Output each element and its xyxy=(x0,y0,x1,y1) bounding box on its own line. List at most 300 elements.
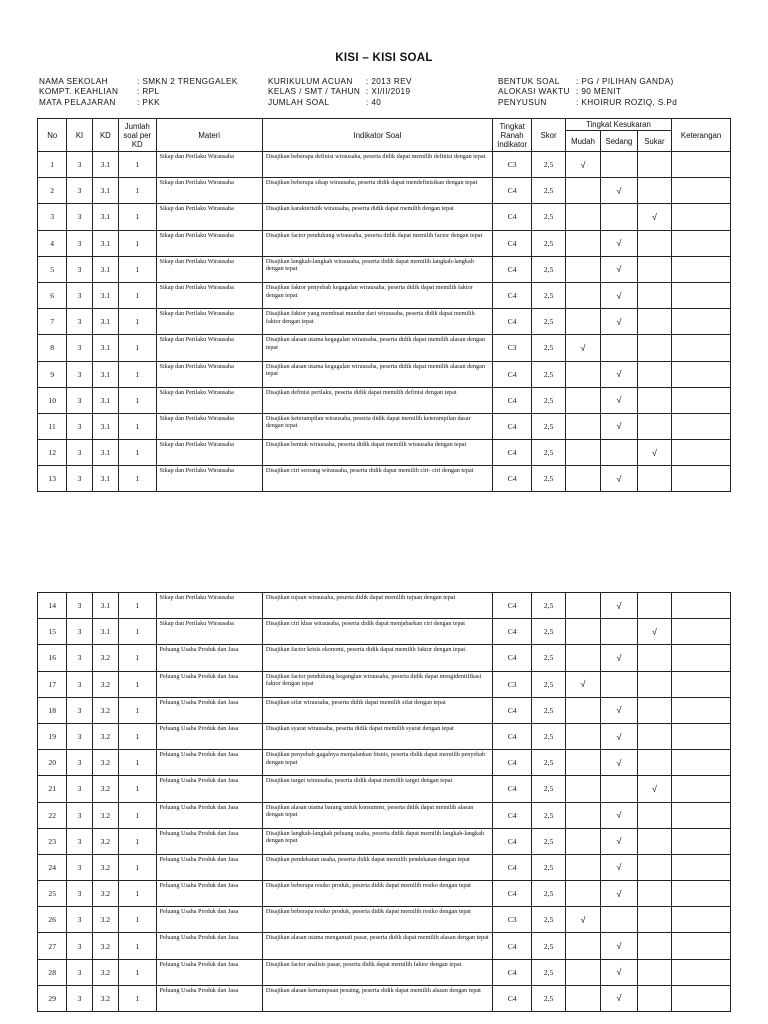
cell-no: 25 xyxy=(38,881,67,907)
cell-keterangan xyxy=(672,854,731,880)
kisi-table-2 xyxy=(37,592,731,1012)
cell-sukar xyxy=(637,152,671,178)
cell-kd: 3.1 xyxy=(92,256,118,282)
cell-skor: 2,5 xyxy=(532,959,565,985)
cell-ranah: C4 xyxy=(492,204,532,230)
cell-sukar xyxy=(637,178,671,204)
cell-indikator: Disajikan beberapa resiko produk, peserta didik dapat memilih resiko dengan tepat xyxy=(262,907,492,933)
cell-skor: 2,5 xyxy=(532,750,565,776)
table-row xyxy=(38,907,731,933)
meta-row xyxy=(268,87,412,97)
cell-ranah: C4 xyxy=(492,802,532,828)
cell-kd: 3.2 xyxy=(92,933,118,959)
meta-value: : SMKN 2 TRENGGALEK xyxy=(137,77,238,86)
cell-jumlah: 1 xyxy=(119,802,156,828)
cell-skor: 2,5 xyxy=(532,619,565,645)
check-mark-icon: √ xyxy=(616,705,622,716)
cell-indikator: Disajikan syarat wirausaha, peserta didik dapat memilih syarat dengan tepat xyxy=(262,723,492,749)
table-row xyxy=(38,854,731,880)
cell-sedang xyxy=(601,645,637,671)
cell-skor: 2,5 xyxy=(532,723,565,749)
cell-sedang xyxy=(601,802,637,828)
cell-skor: 2,5 xyxy=(532,309,565,335)
meta-row xyxy=(498,98,677,108)
cell-jumlah: 1 xyxy=(119,230,156,256)
meta-label: KOMPT. KEAHLIAN xyxy=(39,87,119,97)
cell-ki: 3 xyxy=(67,152,92,178)
cell-kd: 3.2 xyxy=(92,828,118,854)
meta-value: : 90 MENIT xyxy=(576,87,622,97)
cell-ki: 3 xyxy=(67,387,92,413)
cell-kd: 3.2 xyxy=(92,881,118,907)
cell-sedang xyxy=(601,619,637,645)
cell-sukar xyxy=(637,671,671,697)
cell-sukar xyxy=(637,697,671,723)
cell-materi: Sikap dan Perilaku Wirausaha xyxy=(156,361,262,387)
cell-mudah xyxy=(565,907,600,933)
cell-jumlah: 1 xyxy=(119,619,156,645)
cell-materi: Peluang Usaha Produk dan Jasa xyxy=(156,776,262,802)
check-mark-icon: √ xyxy=(616,316,622,327)
cell-indikator: Disajikan faktor penyebab kegagalan wirausaha, peserta didik dapat memilih faktor dengan tepat xyxy=(262,282,492,308)
cell-no: 2 xyxy=(38,178,67,204)
table-row xyxy=(38,335,731,361)
check-mark-icon: √ xyxy=(616,290,622,301)
cell-sedang xyxy=(601,985,637,1011)
header-keterangan: Keterangan xyxy=(672,119,731,152)
cell-jumlah: 1 xyxy=(119,256,156,282)
cell-keterangan xyxy=(672,985,731,1011)
cell-kd: 3.1 xyxy=(92,361,118,387)
check-mark-icon: √ xyxy=(616,421,622,432)
cell-indikator: Disajikan penyebab gagalnya menjalankan bisnis, peserta didik dapat memilih penyebab dengan tepat xyxy=(262,750,492,776)
table-row xyxy=(38,671,731,697)
cell-indikator: Disajikan ciri khas wirausaha, peserta didik dapat menjabarkan ciri dengan tepat xyxy=(262,619,492,645)
meta-value: : PKK xyxy=(137,97,160,107)
header-skor: Skor xyxy=(532,119,565,152)
cell-sukar xyxy=(637,309,671,335)
cell-skor: 2,5 xyxy=(532,881,565,907)
meta-label: KELAS / SMT / TAHUN xyxy=(268,87,361,97)
cell-materi: Sikap dan Perilaku Wirausaha xyxy=(156,282,262,308)
cell-mudah xyxy=(565,282,600,308)
cell-kd: 3.2 xyxy=(92,697,118,723)
cell-materi: Peluang Usaha Produk dan Jasa xyxy=(156,881,262,907)
meta-label: MATA PELAJARAN xyxy=(39,97,116,107)
cell-skor: 2,5 xyxy=(532,776,565,802)
cell-jumlah: 1 xyxy=(119,440,156,466)
cell-sedang xyxy=(601,466,637,492)
table-row xyxy=(38,802,731,828)
cell-indikator: Disajikan alasan utama kegagalan wirausaha, peserta didik dapat memilih alasan dengan tepat xyxy=(262,335,492,361)
cell-mudah xyxy=(565,152,600,178)
check-mark-icon: √ xyxy=(616,369,622,380)
cell-indikator: Disajikan langkah-langkah wirausaha, peserta didik dapat memilih langkah-langkah dengan tepat xyxy=(262,256,492,282)
meta-row xyxy=(39,87,238,97)
header-no: No xyxy=(38,119,67,152)
cell-no: 7 xyxy=(38,309,67,335)
cell-sukar xyxy=(637,440,671,466)
cell-ranah: C4 xyxy=(492,750,532,776)
cell-no: 20 xyxy=(38,750,67,776)
table-row xyxy=(38,593,731,619)
cell-keterangan xyxy=(672,256,731,282)
cell-indikator: Disajikan bentuk wirausaha, peserta didik dapat memilih wirausaha dengan tepat xyxy=(262,440,492,466)
cell-mudah xyxy=(565,593,600,619)
cell-no: 5 xyxy=(38,256,67,282)
table-row xyxy=(38,361,731,387)
cell-kd: 3.2 xyxy=(92,959,118,985)
cell-mudah xyxy=(565,178,600,204)
cell-ranah: C4 xyxy=(492,593,532,619)
check-mark-icon: √ xyxy=(616,862,622,873)
header-jumlah: Jumlah soal per KD xyxy=(119,119,156,152)
check-mark-icon: √ xyxy=(651,447,657,458)
cell-sedang xyxy=(601,152,637,178)
check-mark-icon: √ xyxy=(616,731,622,742)
cell-kd: 3.1 xyxy=(92,619,118,645)
cell-jumlah: 1 xyxy=(119,671,156,697)
cell-ki: 3 xyxy=(67,230,92,256)
cell-no: 22 xyxy=(38,802,67,828)
check-mark-icon: √ xyxy=(616,185,622,196)
cell-jumlah: 1 xyxy=(119,723,156,749)
cell-ranah: C3 xyxy=(492,152,532,178)
cell-sukar xyxy=(637,750,671,776)
cell-sedang xyxy=(601,593,637,619)
cell-keterangan xyxy=(672,413,731,439)
cell-mudah xyxy=(565,723,600,749)
cell-mudah xyxy=(565,361,600,387)
cell-keterangan xyxy=(672,309,731,335)
check-mark-icon: √ xyxy=(580,914,586,925)
cell-jumlah: 1 xyxy=(119,309,156,335)
cell-ranah: C4 xyxy=(492,230,532,256)
cell-ranah: C4 xyxy=(492,466,532,492)
cell-ki: 3 xyxy=(67,361,92,387)
cell-ranah: C4 xyxy=(492,828,532,854)
cell-indikator: Disajikan beberapa definisi wirausaha, peserta didik dapat memilih definisi dengan tepat xyxy=(262,152,492,178)
meta-right xyxy=(498,77,677,108)
cell-ki: 3 xyxy=(67,204,92,230)
meta-value: : 40 xyxy=(366,97,382,107)
cell-materi: Sikap dan Perilaku Wirausaha xyxy=(156,152,262,178)
cell-keterangan xyxy=(672,933,731,959)
check-mark-icon: √ xyxy=(616,941,622,952)
table-row xyxy=(38,750,731,776)
cell-materi: Sikap dan Perilaku Wirausaha xyxy=(156,178,262,204)
cell-indikator: Disajikan beberapa resiko produk, peserta didik dapat memilih resiko dengan tepat xyxy=(262,881,492,907)
cell-indikator: Disajikan keterampilan wirausaha, peserta didik dapat memilih keterampilan dasar dengan tepat xyxy=(262,413,492,439)
table-row xyxy=(38,152,731,178)
cell-keterangan xyxy=(672,750,731,776)
cell-materi: Sikap dan Perilaku Wirausaha xyxy=(156,256,262,282)
cell-sedang xyxy=(601,361,637,387)
cell-sukar xyxy=(637,204,671,230)
cell-keterangan xyxy=(672,230,731,256)
header-materi: Materi xyxy=(156,119,262,152)
cell-sedang xyxy=(601,671,637,697)
table-row xyxy=(38,959,731,985)
cell-indikator: Disajikan sifat wirausaha, peserta didik dapat memilih sifat dengan tepat xyxy=(262,697,492,723)
meta-row xyxy=(39,98,238,108)
cell-sedang xyxy=(601,959,637,985)
cell-kd: 3.2 xyxy=(92,907,118,933)
cell-keterangan xyxy=(672,335,731,361)
table-row xyxy=(38,828,731,854)
cell-kd: 3.1 xyxy=(92,309,118,335)
cell-ranah: C4 xyxy=(492,776,532,802)
meta-label: JUMLAH SOAL xyxy=(268,97,330,107)
table-row xyxy=(38,619,731,645)
cell-keterangan xyxy=(672,828,731,854)
cell-kd: 3.1 xyxy=(92,230,118,256)
cell-ki: 3 xyxy=(67,413,92,439)
cell-materi: Peluang Usaha Produk dan Jasa xyxy=(156,907,262,933)
cell-mudah xyxy=(565,619,600,645)
cell-jumlah: 1 xyxy=(119,933,156,959)
cell-keterangan xyxy=(672,645,731,671)
cell-kd: 3.1 xyxy=(92,440,118,466)
cell-ki: 3 xyxy=(67,776,92,802)
cell-indikator: Disajikan factor pendukung keganglan wirausaha, peserta didik dapat mengidentifikasi faktor dengan tepat xyxy=(262,671,492,697)
cell-materi: Sikap dan Perilaku Wirausaha xyxy=(156,309,262,335)
header-sedang: Sedang xyxy=(601,131,637,152)
cell-sukar xyxy=(637,828,671,854)
cell-materi: Sikap dan Perilaku Wirausaha xyxy=(156,387,262,413)
cell-jumlah: 1 xyxy=(119,335,156,361)
cell-skor: 2,5 xyxy=(532,593,565,619)
cell-ranah: C4 xyxy=(492,985,532,1011)
cell-skor: 2,5 xyxy=(532,204,565,230)
header-sukar: Sukar xyxy=(637,131,671,152)
cell-sukar xyxy=(637,881,671,907)
check-mark-icon: √ xyxy=(616,967,622,978)
cell-ranah: C4 xyxy=(492,697,532,723)
meta-value: : XI/II/2019 xyxy=(366,87,411,97)
cell-materi: Peluang Usaha Produk dan Jasa xyxy=(156,750,262,776)
cell-ranah: C3 xyxy=(492,907,532,933)
cell-ranah: C4 xyxy=(492,178,532,204)
cell-ki: 3 xyxy=(67,466,92,492)
check-mark-icon: √ xyxy=(616,993,622,1004)
cell-no: 6 xyxy=(38,282,67,308)
cell-skor: 2,5 xyxy=(532,387,565,413)
cell-indikator: Disajikan alasan kemampuan pesaing, peserta didik dapat memilih alasan dengan tepat xyxy=(262,985,492,1011)
kisi-table-1 xyxy=(37,118,731,492)
meta-row xyxy=(39,77,238,87)
cell-sedang xyxy=(601,907,637,933)
cell-materi: Sikap dan Perilaku Wirausaha xyxy=(156,413,262,439)
table-row xyxy=(38,881,731,907)
cell-indikator: Disajikan karakteristik wirausaha, peserta didik dapat memilih dengan tepat xyxy=(262,204,492,230)
cell-ki: 3 xyxy=(67,593,92,619)
cell-jumlah: 1 xyxy=(119,466,156,492)
cell-jumlah: 1 xyxy=(119,828,156,854)
table-row xyxy=(38,440,731,466)
cell-sedang xyxy=(601,440,637,466)
cell-kd: 3.1 xyxy=(92,335,118,361)
cell-kd: 3.2 xyxy=(92,802,118,828)
cell-ki: 3 xyxy=(67,933,92,959)
check-mark-icon: √ xyxy=(616,600,622,611)
cell-ranah: C4 xyxy=(492,387,532,413)
cell-mudah xyxy=(565,671,600,697)
check-mark-icon: √ xyxy=(616,395,622,406)
check-mark-icon: √ xyxy=(651,211,657,222)
cell-sukar xyxy=(637,854,671,880)
cell-indikator: Disajikan definisi perilaku, peserta didik dapat memilih definisi dengan tepat xyxy=(262,387,492,413)
cell-ki: 3 xyxy=(67,828,92,854)
cell-kd: 3.2 xyxy=(92,671,118,697)
cell-kd: 3.2 xyxy=(92,723,118,749)
cell-jumlah: 1 xyxy=(119,387,156,413)
cell-mudah xyxy=(565,466,600,492)
cell-no: 14 xyxy=(38,593,67,619)
cell-ranah: C4 xyxy=(492,282,532,308)
cell-keterangan xyxy=(672,204,731,230)
cell-keterangan xyxy=(672,593,731,619)
cell-jumlah: 1 xyxy=(119,907,156,933)
cell-materi: Peluang Usaha Produk dan Jasa xyxy=(156,933,262,959)
table-row xyxy=(38,204,731,230)
cell-keterangan xyxy=(672,907,731,933)
cell-indikator: Disajikan alasan utama mengamati pasar, peserta didik dapat memilih alasan dengan tepat xyxy=(262,933,492,959)
cell-no: 18 xyxy=(38,697,67,723)
cell-ranah: C4 xyxy=(492,881,532,907)
cell-skor: 2,5 xyxy=(532,907,565,933)
cell-mudah xyxy=(565,881,600,907)
cell-mudah xyxy=(565,387,600,413)
cell-keterangan xyxy=(672,361,731,387)
table-row xyxy=(38,466,731,492)
cell-skor: 2,5 xyxy=(532,282,565,308)
cell-ranah: C3 xyxy=(492,671,532,697)
cell-indikator: Disajikan faktor yang membuat mundur dari wirausaha, peserta didik dapat memilih faktor dengan tepat xyxy=(262,309,492,335)
cell-ki: 3 xyxy=(67,723,92,749)
cell-kd: 3.1 xyxy=(92,282,118,308)
cell-no: 21 xyxy=(38,776,67,802)
cell-ki: 3 xyxy=(67,802,92,828)
cell-mudah xyxy=(565,750,600,776)
cell-mudah xyxy=(565,697,600,723)
cell-jumlah: 1 xyxy=(119,361,156,387)
cell-skor: 2,5 xyxy=(532,413,565,439)
cell-jumlah: 1 xyxy=(119,776,156,802)
cell-ki: 3 xyxy=(67,178,92,204)
cell-jumlah: 1 xyxy=(119,413,156,439)
cell-ki: 3 xyxy=(67,750,92,776)
cell-kd: 3.2 xyxy=(92,854,118,880)
cell-sukar xyxy=(637,282,671,308)
cell-no: 8 xyxy=(38,335,67,361)
cell-skor: 2,5 xyxy=(532,802,565,828)
table-row xyxy=(38,933,731,959)
cell-ki: 3 xyxy=(67,282,92,308)
table-row xyxy=(38,230,731,256)
cell-no: 19 xyxy=(38,723,67,749)
check-mark-icon: √ xyxy=(580,342,586,353)
cell-sukar xyxy=(637,907,671,933)
header-kesukaran: Tingkat Kesukaran xyxy=(565,119,671,131)
cell-sukar xyxy=(637,802,671,828)
cell-materi: Sikap dan Perilaku Wirausaha xyxy=(156,466,262,492)
cell-jumlah: 1 xyxy=(119,854,156,880)
meta-value: : KHOIRUR ROZIQ, S.Pd xyxy=(576,97,678,107)
meta-value: : 2013 REV xyxy=(366,77,412,86)
cell-ki: 3 xyxy=(67,645,92,671)
cell-skor: 2,5 xyxy=(532,230,565,256)
meta-middle xyxy=(268,77,412,108)
cell-kd: 3.1 xyxy=(92,204,118,230)
cell-no: 10 xyxy=(38,387,67,413)
cell-skor: 2,5 xyxy=(532,985,565,1011)
check-mark-icon: √ xyxy=(616,836,622,847)
cell-keterangan xyxy=(672,440,731,466)
cell-mudah xyxy=(565,985,600,1011)
cell-no: 9 xyxy=(38,361,67,387)
cell-sedang xyxy=(601,828,637,854)
cell-kd: 3.1 xyxy=(92,593,118,619)
cell-kd: 3.2 xyxy=(92,645,118,671)
cell-sedang xyxy=(601,854,637,880)
cell-sedang xyxy=(601,413,637,439)
cell-materi: Sikap dan Perilaku Wirausaha xyxy=(156,204,262,230)
cell-no: 15 xyxy=(38,619,67,645)
cell-sukar xyxy=(637,466,671,492)
cell-skor: 2,5 xyxy=(532,645,565,671)
cell-ranah: C3 xyxy=(492,335,532,361)
cell-ki: 3 xyxy=(67,619,92,645)
cell-skor: 2,5 xyxy=(532,697,565,723)
cell-sukar xyxy=(637,256,671,282)
cell-indikator: Disajikan ciri seorang wirausaha, peserta didik dapat memilih ciri- ciri dengan tepat xyxy=(262,466,492,492)
cell-ranah: C4 xyxy=(492,933,532,959)
cell-kd: 3.1 xyxy=(92,387,118,413)
cell-mudah xyxy=(565,854,600,880)
cell-mudah xyxy=(565,309,600,335)
cell-jumlah: 1 xyxy=(119,152,156,178)
cell-keterangan xyxy=(672,671,731,697)
cell-jumlah: 1 xyxy=(119,985,156,1011)
cell-sukar xyxy=(637,387,671,413)
cell-indikator: Disajikan factor krisis ekonomi, peserta didik dapat memilih faktor dengan tepat xyxy=(262,645,492,671)
check-mark-icon: √ xyxy=(616,238,622,249)
cell-kd: 3.1 xyxy=(92,152,118,178)
cell-keterangan xyxy=(672,466,731,492)
cell-ranah: C4 xyxy=(492,619,532,645)
cell-no: 4 xyxy=(38,230,67,256)
cell-jumlah: 1 xyxy=(119,750,156,776)
meta-value: : PG / PILIHAN GANDA) xyxy=(576,77,674,86)
cell-materi: Sikap dan Perilaku Wirausaha xyxy=(156,440,262,466)
header-mudah: Mudah xyxy=(565,131,600,152)
cell-keterangan xyxy=(672,178,731,204)
cell-ki: 3 xyxy=(67,309,92,335)
cell-keterangan xyxy=(672,387,731,413)
meta-label: PENYUSUN xyxy=(498,97,547,107)
cell-kd: 3.1 xyxy=(92,178,118,204)
cell-materi: Peluang Usaha Produk dan Jasa xyxy=(156,802,262,828)
meta-label: BENTUK SOAL xyxy=(498,77,560,86)
cell-sukar xyxy=(637,985,671,1011)
meta-left xyxy=(39,77,238,108)
table-row xyxy=(38,282,731,308)
cell-skor: 2,5 xyxy=(532,466,565,492)
cell-ranah: C4 xyxy=(492,256,532,282)
cell-no: 1 xyxy=(38,152,67,178)
cell-sukar xyxy=(637,645,671,671)
